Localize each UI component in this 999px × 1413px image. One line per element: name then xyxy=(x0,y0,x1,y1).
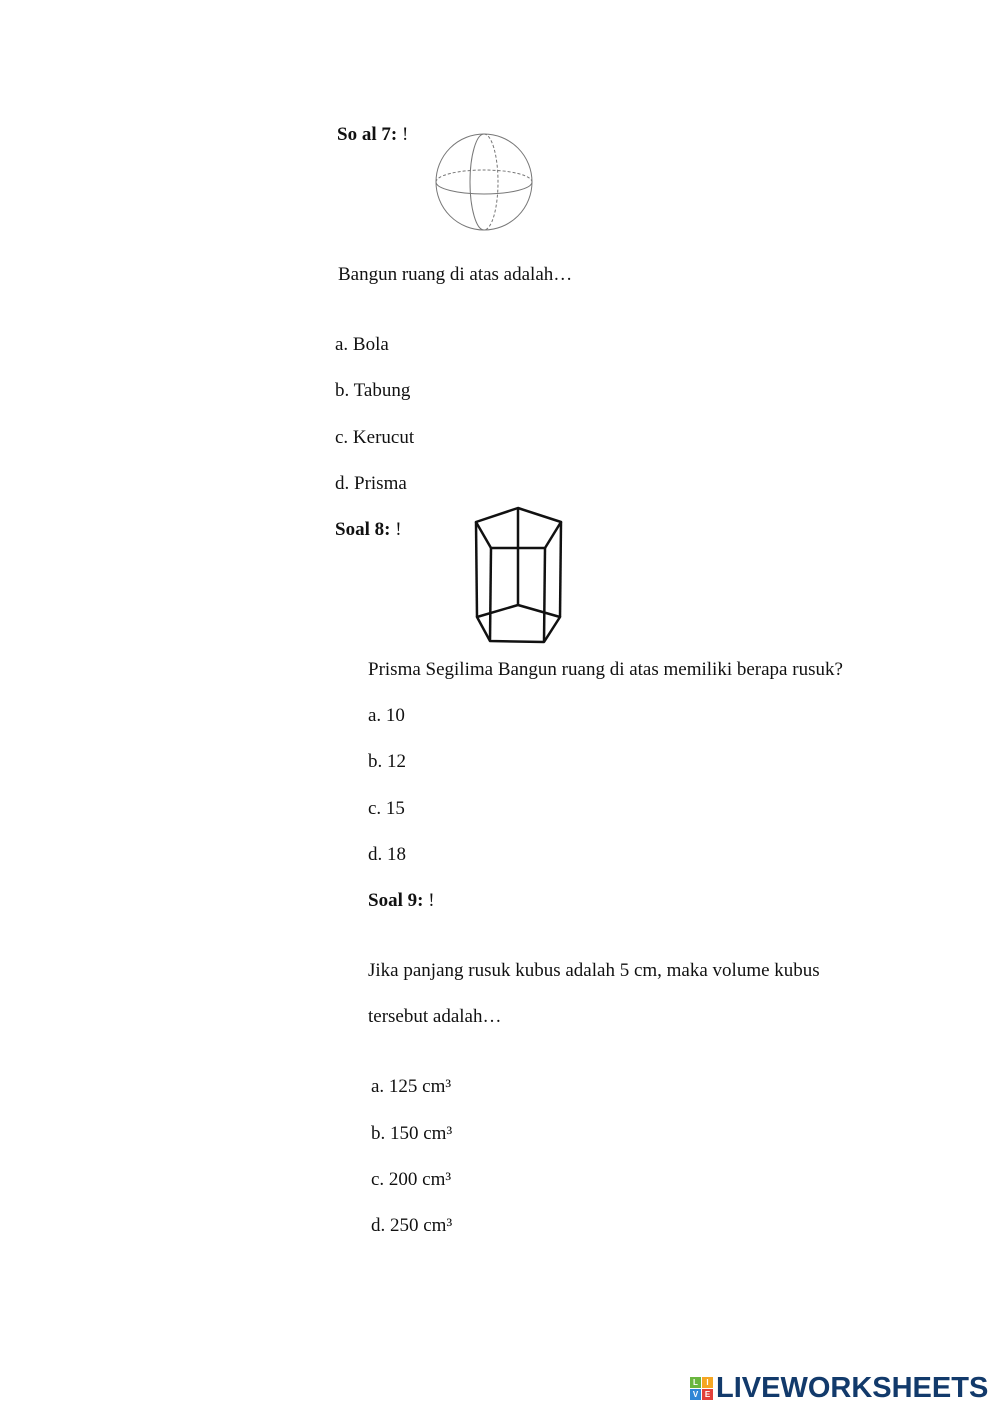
q9-option-d[interactable]: d. 250 cm³ xyxy=(371,1215,453,1236)
q7-option-a[interactable]: a. Bola xyxy=(335,334,389,355)
q8-option-c[interactable]: c. 15 xyxy=(368,798,405,819)
q7-option-d[interactable]: d. Prisma xyxy=(335,473,407,494)
q8-option-a[interactable]: a. 10 xyxy=(368,705,405,726)
logo-tiles-icon: L I V E xyxy=(690,1377,713,1400)
q7-option-c[interactable]: c. Kerucut xyxy=(335,427,415,448)
sphere-figure xyxy=(436,134,532,230)
q8-heading: Soal 8: ! xyxy=(335,519,402,540)
q7-option-b[interactable]: b. Tabung xyxy=(335,380,411,401)
q8-question: Prisma Segilima Bangun ruang di atas memiliki berapa rusuk? xyxy=(368,659,843,680)
pentagonal-prism-figure xyxy=(476,508,561,642)
q8-option-d[interactable]: d. 18 xyxy=(368,844,406,865)
q8-option-b[interactable]: b. 12 xyxy=(368,751,406,772)
q9-question-line2: tersebut adalah… xyxy=(368,1006,502,1027)
q9-heading: Soal 9: ! xyxy=(368,890,435,911)
liveworksheets-logo xyxy=(690,1374,988,1403)
q9-option-a[interactable]: a. 125 cm³ xyxy=(371,1076,452,1097)
q9-question-line1: Jika panjang rusuk kubus adalah 5 cm, maka volume kubus xyxy=(368,960,820,981)
logo-wordmark: LIVEWORKSHEETS xyxy=(716,1372,989,1404)
q9-option-c[interactable]: c. 200 cm³ xyxy=(371,1169,452,1190)
q7-heading: So al 7: ! xyxy=(337,124,409,145)
q7-question: Bangun ruang di atas adalah… xyxy=(338,264,573,285)
q9-option-b[interactable]: b. 150 cm³ xyxy=(371,1123,453,1144)
